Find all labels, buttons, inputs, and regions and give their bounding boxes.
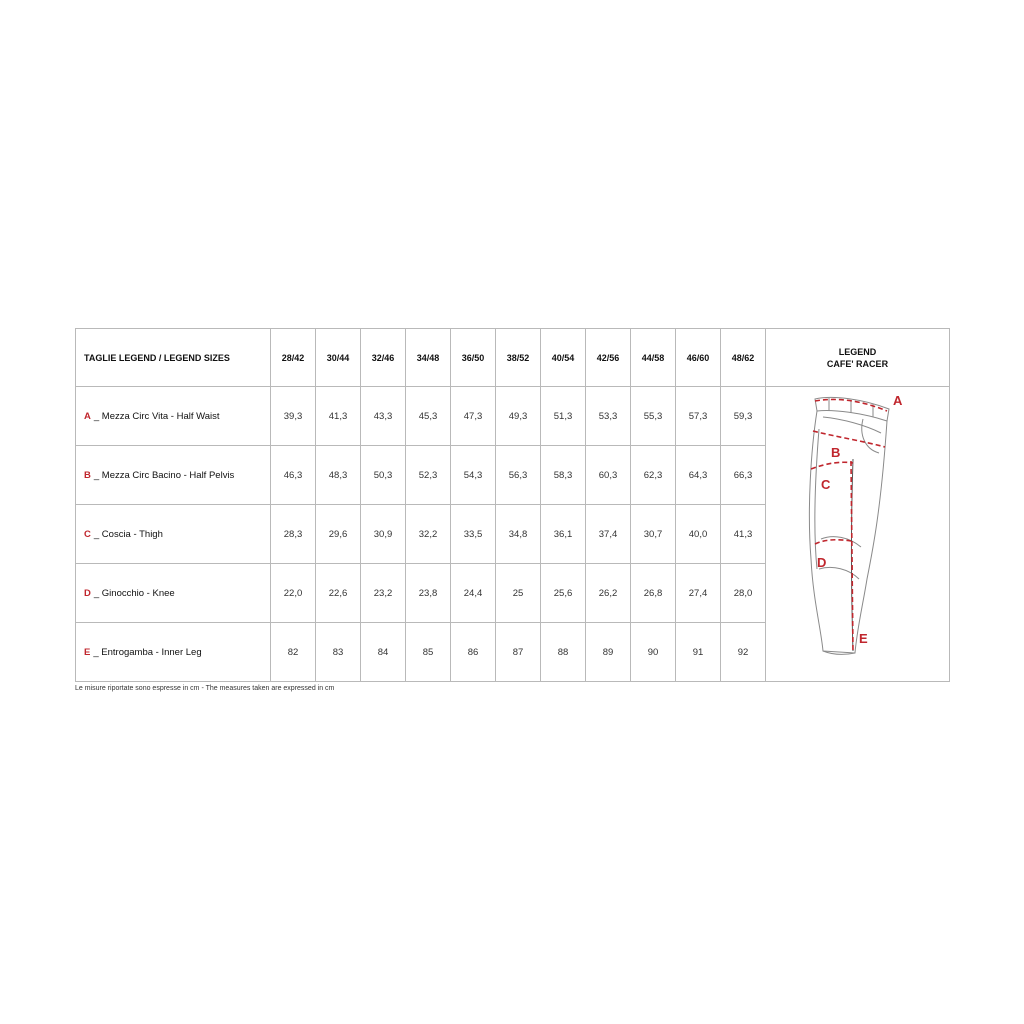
table-cell: 30,9 xyxy=(361,505,406,564)
table-cell: 60,3 xyxy=(586,446,631,505)
table-cell: 83 xyxy=(316,623,361,682)
table-cell: 26,8 xyxy=(631,564,676,623)
row-label xyxy=(76,623,271,682)
pants-diagram xyxy=(793,389,923,679)
table-cell: 23,2 xyxy=(361,564,406,623)
size-header: 40/54 xyxy=(541,329,586,387)
table-cell: 30,7 xyxy=(631,505,676,564)
table-cell: 39,3 xyxy=(271,387,316,446)
table-cell: 27,4 xyxy=(676,564,721,623)
size-header: 38/52 xyxy=(496,329,541,387)
table-cell: 85 xyxy=(406,623,451,682)
row-label xyxy=(76,387,271,446)
marker-a: A xyxy=(892,393,902,408)
table-cell: 86 xyxy=(451,623,496,682)
table-cell: 32,2 xyxy=(406,505,451,564)
table-cell: 29,6 xyxy=(316,505,361,564)
size-header: 30/44 xyxy=(316,329,361,387)
table-cell: 43,3 xyxy=(361,387,406,446)
marker-d: D xyxy=(816,555,826,570)
table-cell: 87 xyxy=(496,623,541,682)
table-cell: 57,3 xyxy=(676,387,721,446)
size-header: 46/60 xyxy=(676,329,721,387)
legend-title xyxy=(766,329,950,387)
table-row xyxy=(76,387,950,446)
row-label-text: _ Coscia - Thigh xyxy=(93,528,163,540)
size-header: 44/58 xyxy=(631,329,676,387)
table-cell: 41,3 xyxy=(316,387,361,446)
size-header: 36/50 xyxy=(451,329,496,387)
table-cell: 26,2 xyxy=(586,564,631,623)
marker-b: B xyxy=(830,445,840,460)
table-cell: 28,3 xyxy=(271,505,316,564)
size-header: 28/42 xyxy=(271,329,316,387)
table-cell: 90 xyxy=(631,623,676,682)
table-cell: 51,3 xyxy=(541,387,586,446)
table-cell: 82 xyxy=(271,623,316,682)
table-cell: 45,3 xyxy=(406,387,451,446)
table-cell: 40,0 xyxy=(676,505,721,564)
row-letter: A xyxy=(84,410,91,422)
table-cell: 66,3 xyxy=(721,446,766,505)
marker-e: E xyxy=(858,631,868,646)
header-label: TAGLIE LEGEND / LEGEND SIZES xyxy=(76,329,271,387)
measurement-footnote: Le misure riportate sono espresse in cm - The measures taken are expressed in cm xyxy=(75,685,335,692)
table-cell: 84 xyxy=(361,623,406,682)
row-letter: D xyxy=(84,587,91,599)
table-cell: 34,8 xyxy=(496,505,541,564)
table-cell: 91 xyxy=(676,623,721,682)
table-cell: 64,3 xyxy=(676,446,721,505)
table-cell: 25 xyxy=(496,564,541,623)
table-cell: 88 xyxy=(541,623,586,682)
size-header: 34/48 xyxy=(406,329,451,387)
table-cell: 37,4 xyxy=(586,505,631,564)
row-label xyxy=(76,446,271,505)
size-chart-table xyxy=(75,328,950,682)
legend-title-line1: LEGEND xyxy=(838,346,877,357)
header-row xyxy=(76,329,950,387)
table-cell: 55,3 xyxy=(631,387,676,446)
row-label xyxy=(76,505,271,564)
table-cell: 92 xyxy=(721,623,766,682)
legend-title-line2: CAFE' RACER xyxy=(826,358,889,369)
table-cell: 46,3 xyxy=(271,446,316,505)
table-cell: 23,8 xyxy=(406,564,451,623)
row-label xyxy=(76,564,271,623)
table-cell: 22,6 xyxy=(316,564,361,623)
row-letter: B xyxy=(84,469,91,481)
table-cell: 52,3 xyxy=(406,446,451,505)
table-cell: 59,3 xyxy=(721,387,766,446)
table-cell: 53,3 xyxy=(586,387,631,446)
table-cell: 62,3 xyxy=(631,446,676,505)
row-label-text: _ Mezza Circ Bacino - Half Pelvis xyxy=(93,469,235,481)
table-cell: 49,3 xyxy=(496,387,541,446)
table-cell: 28,0 xyxy=(721,564,766,623)
table-cell: 25,6 xyxy=(541,564,586,623)
table-cell: 47,3 xyxy=(451,387,496,446)
row-label-text: _ Mezza Circ Vita - Half Waist xyxy=(93,410,220,422)
row-letter: E xyxy=(84,646,91,658)
table-cell: 58,3 xyxy=(541,446,586,505)
row-letter: C xyxy=(84,528,91,540)
table-cell: 50,3 xyxy=(361,446,406,505)
row-label-text: _ Ginocchio - Knee xyxy=(93,587,175,599)
table-cell: 48,3 xyxy=(316,446,361,505)
row-label-text: _ Entrogamba - Inner Leg xyxy=(93,646,202,658)
marker-c: C xyxy=(820,477,830,492)
size-header: 48/62 xyxy=(721,329,766,387)
pants-diagram-cell xyxy=(766,387,950,682)
table-cell: 24,4 xyxy=(451,564,496,623)
table-cell: 56,3 xyxy=(496,446,541,505)
table-cell: 36,1 xyxy=(541,505,586,564)
table-cell: 33,5 xyxy=(451,505,496,564)
size-header: 32/46 xyxy=(361,329,406,387)
size-header: 42/56 xyxy=(586,329,631,387)
table-cell: 22,0 xyxy=(271,564,316,623)
table-cell: 89 xyxy=(586,623,631,682)
table-cell: 54,3 xyxy=(451,446,496,505)
table-cell: 41,3 xyxy=(721,505,766,564)
